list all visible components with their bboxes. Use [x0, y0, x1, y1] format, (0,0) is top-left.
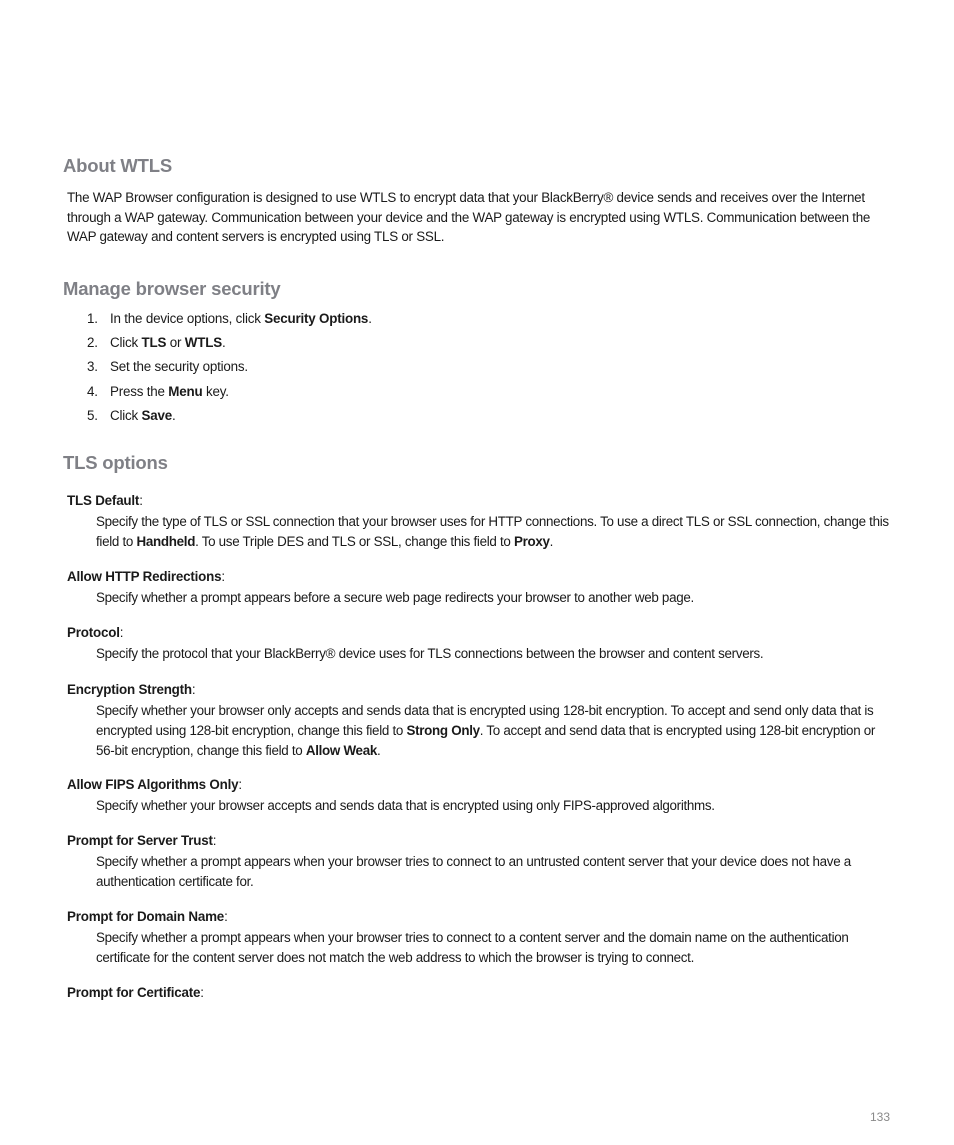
- step-number: 5.: [87, 407, 98, 423]
- step-number: 3.: [87, 359, 98, 375]
- step-text: .: [368, 311, 372, 326]
- step-bold-term: Security Options: [264, 311, 369, 326]
- heading-tls-options: TLS options: [63, 452, 168, 473]
- option-title-allow-fips-algorithms-only: Allow FIPS Algorithms Only:: [67, 777, 242, 792]
- option-title-prompt-for-certificate: Prompt for Certificate:: [67, 985, 204, 1000]
- option-desc-prompt-for-server-trust: Specify whether a prompt appears when your browser tries to connect to an untrusted content server that your device does not have a authentication certificate for.: [96, 854, 851, 889]
- step-text: .: [172, 407, 176, 423]
- heading-manage-browser-security: Manage browser security: [63, 278, 281, 299]
- steps-list: [87, 309, 372, 430]
- option-title-prompt-for-domain-name: Prompt for Domain Name:: [67, 909, 228, 924]
- step-text: Click: [110, 335, 142, 351]
- option-title-prompt-for-server-trust: Prompt for Server Trust:: [67, 833, 217, 848]
- step-bold-term: TLS: [141, 335, 167, 351]
- option-desc-allow-fips-algorithms-only: Specify whether your browser accepts and sends data that is encrypted using only FIPS-approved algorithms.: [96, 798, 715, 813]
- step-item: [87, 333, 372, 357]
- option-desc-tls-default: Specify the type of TLS or SSL connection that your browser uses for HTTP connections. To use a direct TLS or SSL connection, change this field to Handheld. To use Triple DES and TLS or SSL, change this field to Proxy.: [96, 514, 889, 549]
- option-title-encryption-strength: Encryption Strength:: [67, 682, 196, 697]
- step-text: .: [221, 335, 226, 351]
- option-desc-allow-http-redirections: Specify whether a prompt appears before a secure web page redirects your browser to another web page.: [96, 590, 694, 605]
- option-title-tls-default: TLS Default:: [67, 493, 143, 508]
- step-item: [87, 406, 372, 430]
- option-desc-protocol: Specify the protocol that your BlackBerry® device uses for TLS connections between the browser and content servers.: [96, 646, 764, 661]
- step-text: or: [166, 335, 185, 351]
- step-number: 2.: [87, 335, 98, 351]
- option-title-protocol: Protocol:: [67, 625, 124, 640]
- step-item: [87, 382, 372, 406]
- step-bold-term: Menu: [168, 383, 203, 399]
- page-number: 133: [869, 1110, 890, 1124]
- step-item: [87, 357, 372, 381]
- heading-about-wtls: About WTLS: [63, 155, 172, 176]
- step-bold-term: WTLS: [184, 335, 222, 351]
- step-number: 4.: [87, 383, 98, 399]
- step-number: 1.: [87, 311, 98, 326]
- option-title-allow-http-redirections: Allow HTTP Redirections:: [67, 569, 225, 584]
- step-bold-term: Save: [141, 407, 173, 423]
- step-item: [87, 309, 372, 333]
- option-desc-prompt-for-domain-name: Specify whether a prompt appears when your browser tries to connect to a content server and the domain name on the authentication certificate for the content server does not match the web address to which the browser is trying to connect.: [96, 930, 849, 965]
- about-wtls-paragraph: The WAP Browser configuration is designed to use WTLS to encrypt data that your BlackBerry® device sends and receives over the Internet through a WAP gateway. Communication between your device and the WAP gateway is encrypted using WTLS. Communication between the WAP gateway and content servers is encrypted using TLS or SSL.: [67, 190, 871, 245]
- step-text: In the device options, click: [110, 311, 265, 326]
- step-text: Press the: [110, 383, 169, 399]
- option-desc-encryption-strength: Specify whether your browser only accepts and sends data that is encrypted using 128-bit encryption. To accept and send only data that is encrypted using 128-bit encryption, change this field to Strong Only. To accept and send data that is encrypted using 128-bit encryption or 56-bit encryption, change this field to Allow Weak.: [96, 703, 876, 758]
- step-text: Click: [110, 407, 142, 423]
- step-text: Set the security options.: [110, 359, 248, 375]
- step-text: key.: [202, 383, 229, 399]
